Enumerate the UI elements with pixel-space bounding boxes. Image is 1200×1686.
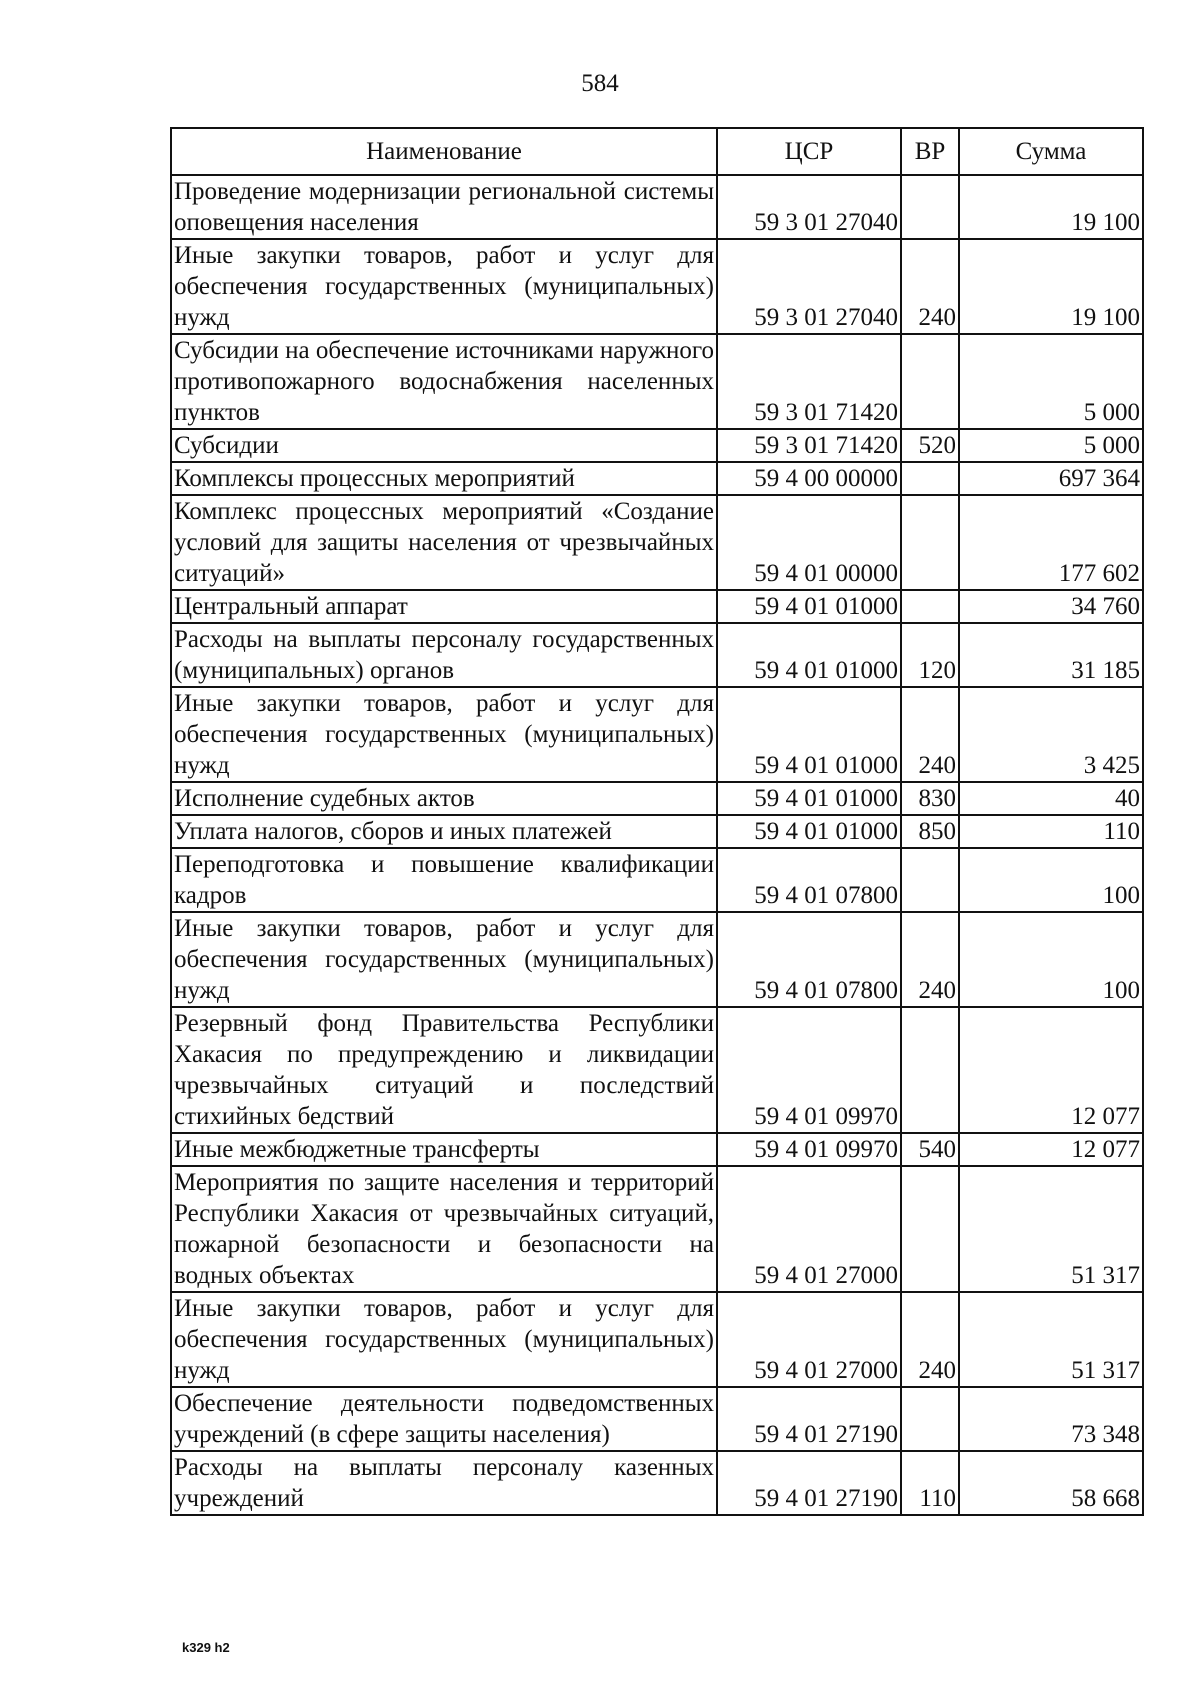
row-vr-cell: 240 [901,1292,959,1387]
row-sum-cell: 19 100 [959,175,1143,239]
row-csr-cell: 59 4 01 00000 [717,495,901,590]
row-sum-cell: 12 077 [959,1007,1143,1133]
row-vr-cell: 240 [901,687,959,782]
table-header-row [171,128,1143,175]
row-csr-cell: 59 4 01 07800 [717,848,901,912]
row-name-cell: Уплата налогов, сборов и иных платежей [171,815,717,848]
row-csr-cell: 59 4 01 27190 [717,1451,901,1515]
row-csr-cell: 59 4 01 27190 [717,1387,901,1451]
row-name-cell: Исполнение судебных актов [171,782,717,815]
row-csr-cell: 59 4 01 01000 [717,687,901,782]
table-row [171,462,1143,495]
row-sum-cell: 34 760 [959,590,1143,623]
table-row [171,1451,1143,1515]
row-vr-cell [901,1387,959,1451]
row-name-cell: Переподготовка и повышение квалификации кадров [171,848,717,912]
row-csr-cell: 59 4 01 01000 [717,590,901,623]
row-name-cell: Иные закупки товаров, работ и услуг для обеспечения государственных (муниципальных) нужд [171,239,717,334]
row-name-cell: Расходы на выплаты персоналу казенных учреждений [171,1451,717,1515]
table-row [171,1007,1143,1133]
row-sum-cell: 12 077 [959,1133,1143,1166]
table-row [171,334,1143,429]
row-name-cell: Субсидии [171,429,717,462]
row-csr-cell: 59 3 01 71420 [717,334,901,429]
row-csr-cell: 59 3 01 71420 [717,429,901,462]
table-row [171,1166,1143,1292]
row-vr-cell: 110 [901,1451,959,1515]
row-vr-cell: 540 [901,1133,959,1166]
row-name-cell: Иные закупки товаров, работ и услуг для обеспечения государственных (муниципальных) нужд [171,687,717,782]
column-header-name: Наименование [171,128,717,175]
row-sum-cell: 3 425 [959,687,1143,782]
row-sum-cell: 5 000 [959,334,1143,429]
row-vr-cell [901,462,959,495]
row-vr-cell: 850 [901,815,959,848]
row-name-cell: Проведение модернизации региональной системы оповещения населения [171,175,717,239]
row-sum-cell: 100 [959,912,1143,1007]
document-code: k329 h2 [182,1640,230,1655]
row-csr-cell: 59 4 01 01000 [717,815,901,848]
row-name-cell: Субсидии на обеспечение источниками наружного противопожарного водоснабжения населенных пунктов [171,334,717,429]
row-vr-cell: 120 [901,623,959,687]
row-vr-cell [901,334,959,429]
row-csr-cell: 59 4 00 00000 [717,462,901,495]
row-vr-cell [901,175,959,239]
row-vr-cell [901,1007,959,1133]
table-row [171,429,1143,462]
row-name-cell: Центральный аппарат [171,590,717,623]
table-row [171,1387,1143,1451]
row-name-cell: Мероприятия по защите населения и территорий Республики Хакасия от чрезвычайных ситуаций, пожарной безопасности и безопасности на водных объектах [171,1166,717,1292]
table-row [171,590,1143,623]
row-sum-cell: 5 000 [959,429,1143,462]
table-row [171,912,1143,1007]
row-name-cell: Комплексы процессных мероприятий [171,462,717,495]
column-header-vr: ВР [901,128,959,175]
column-header-sum: Сумма [959,128,1143,175]
row-vr-cell [901,495,959,590]
row-vr-cell: 240 [901,239,959,334]
row-name-cell: Иные межбюджетные трансферты [171,1133,717,1166]
row-sum-cell: 697 364 [959,462,1143,495]
row-csr-cell: 59 4 01 09970 [717,1007,901,1133]
table-row [171,239,1143,334]
row-sum-cell: 110 [959,815,1143,848]
row-csr-cell: 59 4 01 07800 [717,912,901,1007]
row-sum-cell: 100 [959,848,1143,912]
row-sum-cell: 19 100 [959,239,1143,334]
row-vr-cell: 520 [901,429,959,462]
page-number: 584 [581,70,619,97]
row-sum-cell: 51 317 [959,1292,1143,1387]
table-row [171,848,1143,912]
table-row [171,1133,1143,1166]
row-csr-cell: 59 4 01 01000 [717,623,901,687]
row-name-cell: Иные закупки товаров, работ и услуг для обеспечения государственных (муниципальных) нужд [171,1292,717,1387]
table-row [171,175,1143,239]
budget-table [170,127,1144,1516]
row-name-cell: Обеспечение деятельности подведомственных учреждений (в сфере защиты населения) [171,1387,717,1451]
column-header-csr: ЦСР [717,128,901,175]
row-sum-cell: 40 [959,782,1143,815]
table-row [171,687,1143,782]
row-name-cell: Иные закупки товаров, работ и услуг для обеспечения государственных (муниципальных) нужд [171,912,717,1007]
row-vr-cell: 830 [901,782,959,815]
table-row [171,782,1143,815]
row-vr-cell [901,848,959,912]
table-body [171,175,1143,1515]
row-sum-cell: 51 317 [959,1166,1143,1292]
table-row [171,495,1143,590]
row-sum-cell: 73 348 [959,1387,1143,1451]
row-vr-cell [901,590,959,623]
table-row [171,623,1143,687]
table-row [171,1292,1143,1387]
row-vr-cell: 240 [901,912,959,1007]
row-name-cell: Комплекс процессных мероприятий «Создание условий для защиты населения от чрезвычайных ситуаций» [171,495,717,590]
row-sum-cell: 177 602 [959,495,1143,590]
row-name-cell: Резервный фонд Правительства Республики Хакасия по предупреждению и ликвидации чрезвычайных ситуаций и последствий стихийных бедствий [171,1007,717,1133]
row-csr-cell: 59 4 01 09970 [717,1133,901,1166]
row-csr-cell: 59 4 01 27000 [717,1166,901,1292]
row-vr-cell [901,1166,959,1292]
row-csr-cell: 59 3 01 27040 [717,239,901,334]
row-sum-cell: 58 668 [959,1451,1143,1515]
row-csr-cell: 59 4 01 01000 [717,782,901,815]
row-name-cell: Расходы на выплаты персоналу государственных (муниципальных) органов [171,623,717,687]
table-row [171,815,1143,848]
row-sum-cell: 31 185 [959,623,1143,687]
row-csr-cell: 59 3 01 27040 [717,175,901,239]
row-csr-cell: 59 4 01 27000 [717,1292,901,1387]
